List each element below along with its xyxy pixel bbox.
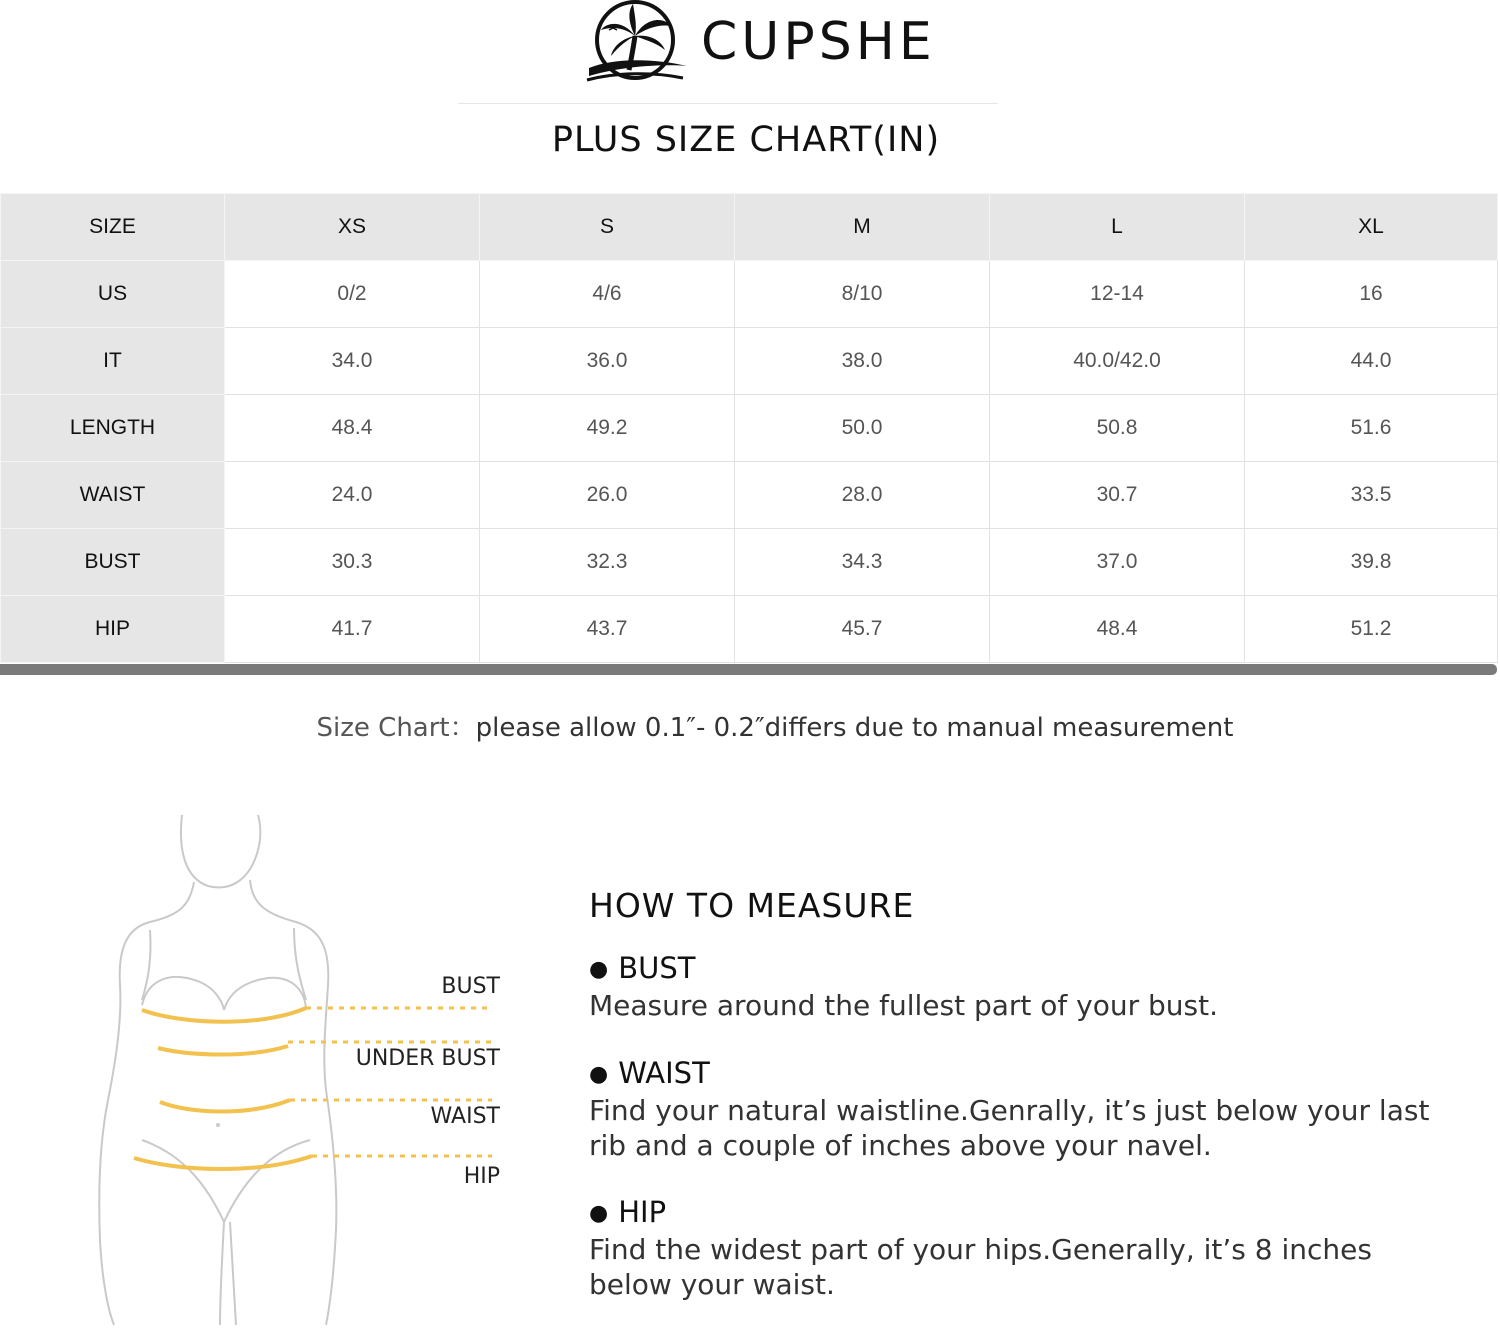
table-cell: 33.5 (1245, 462, 1498, 529)
figure-label-under-bust: UNDER BUST (355, 1046, 500, 1071)
table-cell: 45.7 (735, 596, 990, 663)
note-lead: Size Chart： (316, 713, 476, 743)
measure-item-title: BUST (618, 951, 696, 985)
row-header-label: SIZE (1, 194, 225, 261)
table-cell: 38.0 (735, 328, 990, 395)
brand-name: CUPSHE (701, 12, 936, 72)
column-header: XL (1245, 194, 1498, 261)
measure-item-bust (589, 950, 1469, 1023)
measurement-note (0, 708, 1500, 748)
bullet-icon: ● (589, 1062, 609, 1087)
row-label: LENGTH (1, 395, 225, 462)
measure-item-desc: Find the widest part of your hips.Generally, it’s 8 inches (589, 1233, 1372, 1266)
table-cell: 50.0 (735, 395, 990, 462)
table-bottom-bar (0, 664, 1497, 675)
note-text: please allow 0.1″- 0.2″differs due to manual measurement (475, 713, 1234, 743)
how-to-measure (589, 884, 1469, 1301)
row-label: US (1, 261, 225, 328)
waist-band-line (160, 1100, 290, 1112)
table-row (1, 529, 1498, 596)
column-header: M (735, 194, 990, 261)
measure-item-desc: Find your natural waistline.Genrally, it’s just below your last (589, 1094, 1430, 1127)
table-cell: 4/6 (480, 261, 735, 328)
table-cell: 12-14 (990, 261, 1245, 328)
table-cell: 40.0/42.0 (990, 328, 1245, 395)
table-cell: 0/2 (225, 261, 480, 328)
table-header-row (1, 194, 1498, 261)
header-divider (458, 103, 998, 104)
row-label: IT (1, 328, 225, 395)
table-cell: 44.0 (1245, 328, 1498, 395)
table-cell: 51.6 (1245, 395, 1498, 462)
bust-band (134, 1008, 312, 1169)
table-cell: 39.8 (1245, 529, 1498, 596)
table-cell: 24.0 (225, 462, 480, 529)
column-header: XS (225, 194, 480, 261)
table-cell: 48.4 (225, 395, 480, 462)
table-cell: 26.0 (480, 462, 735, 529)
table-row (1, 395, 1498, 462)
table-cell: 32.3 (480, 529, 735, 596)
figure-label-waist: WAIST (430, 1104, 500, 1129)
column-header: L (990, 194, 1245, 261)
table-cell: 30.7 (990, 462, 1245, 529)
row-label: HIP (1, 596, 225, 663)
navel-dot (216, 1123, 220, 1127)
bullet-icon: ● (589, 1201, 609, 1226)
table-cell: 37.0 (990, 529, 1245, 596)
measure-item-waist (589, 1055, 1469, 1163)
measure-item-title: WAIST (618, 1056, 710, 1090)
table-cell: 49.2 (480, 395, 735, 462)
table-cell: 36.0 (480, 328, 735, 395)
table-cell: 34.3 (735, 529, 990, 596)
column-header: S (480, 194, 735, 261)
brand-logo (583, 0, 936, 90)
table-row (1, 462, 1498, 529)
table-cell: 50.8 (990, 395, 1245, 462)
table-row (1, 261, 1498, 328)
chart-title: PLUS SIZE CHART(IN) (551, 120, 941, 160)
bullet-icon: ● (589, 957, 609, 982)
table-cell: 28.0 (735, 462, 990, 529)
measure-item-hip (589, 1194, 1469, 1302)
table-cell: 43.7 (480, 596, 735, 663)
measure-item-desc: rib and a couple of inches above your navel. (589, 1129, 1212, 1162)
size-chart-table (0, 193, 1498, 663)
measure-item-desc: below your waist. (589, 1268, 835, 1301)
figure-label-bust: BUST (441, 974, 500, 999)
table-cell: 41.7 (225, 596, 480, 663)
body-measure-figure (90, 810, 510, 1325)
table-cell: 30.3 (225, 529, 480, 596)
underbust-band-line (158, 1046, 288, 1055)
hip-band-line (134, 1156, 312, 1169)
row-label: BUST (1, 529, 225, 596)
table-cell: 8/10 (735, 261, 990, 328)
table-row (1, 596, 1498, 663)
table-cell: 16 (1245, 261, 1498, 328)
table-cell: 51.2 (1245, 596, 1498, 663)
palm-tree-island-icon (583, 0, 695, 86)
row-label: WAIST (1, 462, 225, 529)
measure-item-title: HIP (618, 1195, 667, 1229)
measure-item-desc: Measure around the fullest part of your bust. (589, 989, 1219, 1022)
how-to-measure-heading: HOW TO MEASURE (589, 886, 915, 925)
bust-band-line (142, 1008, 306, 1022)
table-cell: 48.4 (990, 596, 1245, 663)
figure-label-hip: HIP (463, 1164, 500, 1189)
table-row (1, 328, 1498, 395)
table-cell: 34.0 (225, 328, 480, 395)
